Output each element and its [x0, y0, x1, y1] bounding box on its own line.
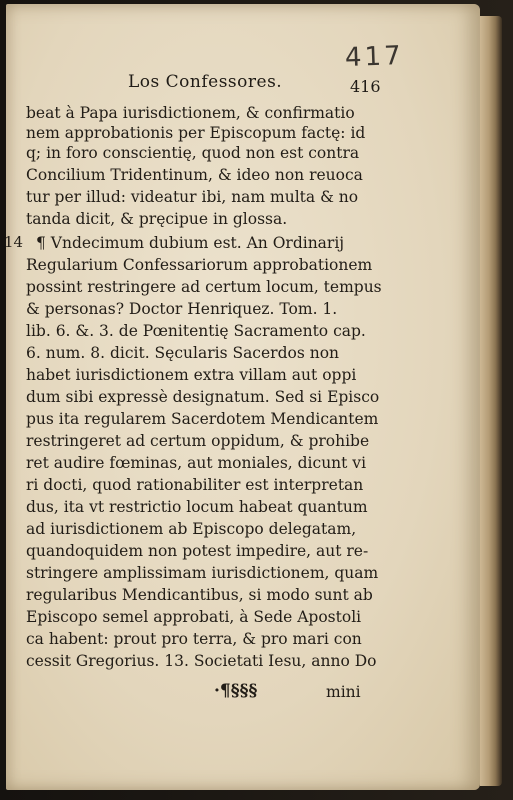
text-line: 6. num. 8. dicit. Sęcularis Sacerdos non — [26, 344, 340, 362]
text-line: ret audire fœminas, aut moniales, dicunt vi — [26, 454, 367, 472]
text-line: tanda dicit, & pręcipue in glossa. — [26, 210, 288, 228]
text-line: ri docti, quod rationabiliter est interpretan — [26, 476, 364, 494]
text-line: ca habent: prout pro terra, & pro mari con — [26, 630, 362, 648]
margin-paragraph-number: 14 — [4, 233, 24, 251]
text-line: Episcopo semel approbati, à Sede Apostoli — [26, 608, 362, 626]
text-line: ad iurisdictionem ab Episcopo delegatam, — [26, 520, 357, 538]
text-line: cessit Gregorius. 13. Societati Iesu, anno Do — [26, 652, 377, 670]
text-line: lib. 6. &. 3. de Pœnitentię Sacramento cap. — [26, 322, 366, 340]
text-line: q; in foro conscientię, quod non est contra — [26, 144, 360, 162]
text-line: quandoquidem non potest impedire, aut re- — [26, 542, 369, 560]
signature-mark: ·¶§§§ — [214, 681, 258, 701]
text-line: habet iurisdictionem extra villam aut oppi — [26, 366, 357, 384]
text-line: & personas? Doctor Henriquez. Tom. 1. — [26, 300, 338, 318]
text-line: Concilium Tridentinum, & ideo non reuoca — [26, 166, 363, 184]
text-line: dus, ita vt restrictio locum habeat quantum — [26, 498, 368, 516]
text-line: beat à Papa iurisdictionem, & confirmatio — [26, 104, 355, 122]
text-line: restringeret ad certum oppidum, & prohibe — [26, 432, 370, 450]
text-line: nem approbationis per Episcopum factę: id — [26, 124, 366, 142]
text-line: ¶ Vndecimum dubium est. An Ordinarij — [36, 234, 345, 252]
text-line: regularibus Mendicantibus, si modo sunt ab — [26, 586, 373, 604]
text-line: tur per illud: videatur ibi, nam multa & no — [26, 188, 359, 206]
text-line: stringere amplissimam iurisdictionem, quam — [26, 564, 379, 582]
text-line: dum sibi expressè designatum. Sed si Episco — [26, 388, 380, 406]
text-line: possint restringere ad certum locum, tempus — [26, 278, 382, 296]
handwritten-folio-number: 417 — [344, 40, 405, 74]
page-number: 416 — [350, 77, 381, 96]
text-line: pus ita regularem Sacerdotem Mendicantem — [26, 410, 379, 428]
catchword: mini — [326, 683, 361, 701]
text-line: Regularium Confessariorum approbationem — [26, 256, 373, 274]
running-head: Los Confessores. — [128, 72, 283, 92]
